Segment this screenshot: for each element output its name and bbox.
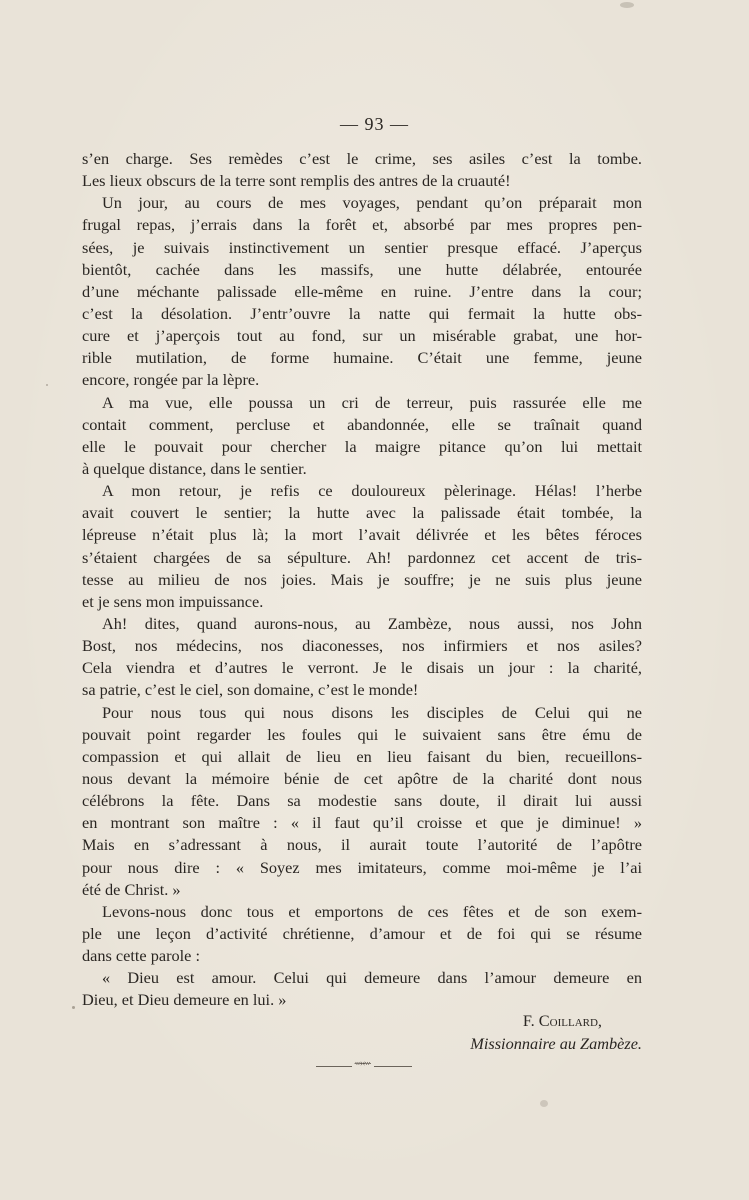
signature-surname: Coillard, bbox=[538, 1011, 602, 1030]
text-line: Pour nous tous qui nous disons les disciples de Celui qui ne bbox=[102, 702, 642, 722]
paper-speck bbox=[620, 2, 634, 8]
page-number: — 93 — bbox=[340, 114, 409, 134]
text-line: Un jour, au cours de mes voyages, pendant qu’on préparait mon bbox=[102, 193, 642, 213]
text-line: sa patrie, c’est le ciel, son domaine, c’est le monde! bbox=[82, 680, 419, 700]
text-line: « Dieu est amour. Celui qui demeure dans l’amour demeure en bbox=[102, 968, 642, 988]
text-line: pour nous dire : « Soyez mes imitateurs, comme moi-même je l’ai bbox=[82, 857, 642, 877]
text-line: Levons-nous donc tous et emportons de ces fêtes et de son exem- bbox=[102, 901, 642, 921]
text-line: été de Christ. » bbox=[82, 879, 181, 899]
text-line: Bost, nos médecins, nos diaconesses, nos infirmiers et nos asiles? bbox=[82, 636, 642, 656]
text-line: Cela viendra et d’autres le verront. Je le disais un jour : la charité, bbox=[82, 658, 642, 678]
paper-speck bbox=[540, 1100, 548, 1107]
text-line: s’en charge. Ses remèdes c’est le crime, ses asiles c’est la tombe. bbox=[82, 149, 642, 168]
paper-speck bbox=[72, 1006, 75, 1009]
ornament-glyph: ⇝⇜ bbox=[354, 1058, 371, 1070]
paper-speck bbox=[46, 384, 48, 386]
text-line: d’une méchante palissade elle-même en ruine. J’entre dans la cour; bbox=[82, 281, 642, 301]
text-line: A mon retour, je refis ce douloureux pèlerinage. Hélas! l’herbe bbox=[102, 481, 642, 501]
text-line: Ah! dites, quand aurons-nous, au Zambèze, nous aussi, nos John bbox=[102, 613, 642, 633]
text-line: tesse au milieu de nos joies. Mais je souffre; je ne suis plus jeune bbox=[82, 569, 642, 589]
text-line: elle le pouvait pour chercher la maigre pitance qu’on lui mettait bbox=[82, 436, 642, 456]
text-line: compassion et qui allait de lieu en lieu faisant du bien, recueillons- bbox=[82, 746, 642, 766]
text-line: sées, je suivais instinctivement un sentier presque effacé. J’aperçus bbox=[82, 237, 642, 257]
text-line: nous devant la mémoire bénie de cet apôtre de la charité dont nous bbox=[82, 768, 642, 788]
text-line: avait couvert le sentier; la hutte avec la palissade était tombée, la bbox=[82, 503, 642, 523]
text-line: ple une leçon d’activité chrétienne, d’amour et de foi qui se résume bbox=[82, 923, 642, 943]
text-line: c’est la désolation. J’entr’ouvre la natte qui fermait la hutte obs- bbox=[82, 303, 642, 323]
text-line: Dieu, et Dieu demeure en lui. » bbox=[82, 990, 287, 1010]
text-line: encore, rongée par la lèpre. bbox=[82, 370, 260, 390]
text-line: frugal repas, j’errais dans la forêt et, absorbé par mes propres pen- bbox=[82, 215, 642, 235]
text-line: Mais en s’adressant à nous, il aurait toute l’autorité de l’apôtre bbox=[82, 835, 642, 855]
text-line: en montrant son maître : « il faut qu’il croisse et que je diminue! » bbox=[82, 813, 642, 833]
text-line: bientôt, cachée dans les massifs, une hutte délabrée, entourée bbox=[82, 259, 642, 279]
ornament-rule-left bbox=[316, 1066, 352, 1067]
text-line: et je sens mon impuissance. bbox=[82, 591, 264, 611]
text-line: dans cette parole : bbox=[82, 946, 200, 966]
text-line: célébrons la fête. Dans sa modestie sans doute, il dirait lui aussi bbox=[82, 791, 642, 811]
text-line: lépreuse n’était plus là; la mort l’avait délivrée et les bêtes féroces bbox=[82, 525, 642, 545]
text-line: cure et j’aperçois tout au fond, sur un misérable grabat, une hor- bbox=[82, 326, 642, 346]
text-line: s’étaient chargées de sa sépulture. Ah! pardonnez cet accent de tris- bbox=[82, 547, 642, 567]
text-line: A ma vue, elle poussa un cri de terreur, puis rassurée elle me bbox=[102, 392, 642, 412]
text-line: à quelque distance, dans le sentier. bbox=[82, 458, 307, 478]
signature-name bbox=[82, 1010, 642, 1032]
ornament-rule-right bbox=[374, 1066, 412, 1067]
body-text bbox=[82, 148, 642, 1011]
text-line: contait comment, percluse et abandonnée, elle se traînait quand bbox=[82, 414, 642, 434]
text-line: rible mutilation, de forme humaine. C’était une femme, jeune bbox=[82, 348, 642, 368]
signature-initial: F. bbox=[522, 1011, 535, 1030]
end-ornament bbox=[316, 1058, 412, 1072]
signature-title: Missionnaire au Zambèze. bbox=[470, 1034, 642, 1053]
text-line: Les lieux obscurs de la terre sont remplis des antres de la cruauté! bbox=[82, 171, 511, 191]
text-line: pouvait point regarder les foules qui le suivaient sans être ému de bbox=[82, 724, 642, 744]
